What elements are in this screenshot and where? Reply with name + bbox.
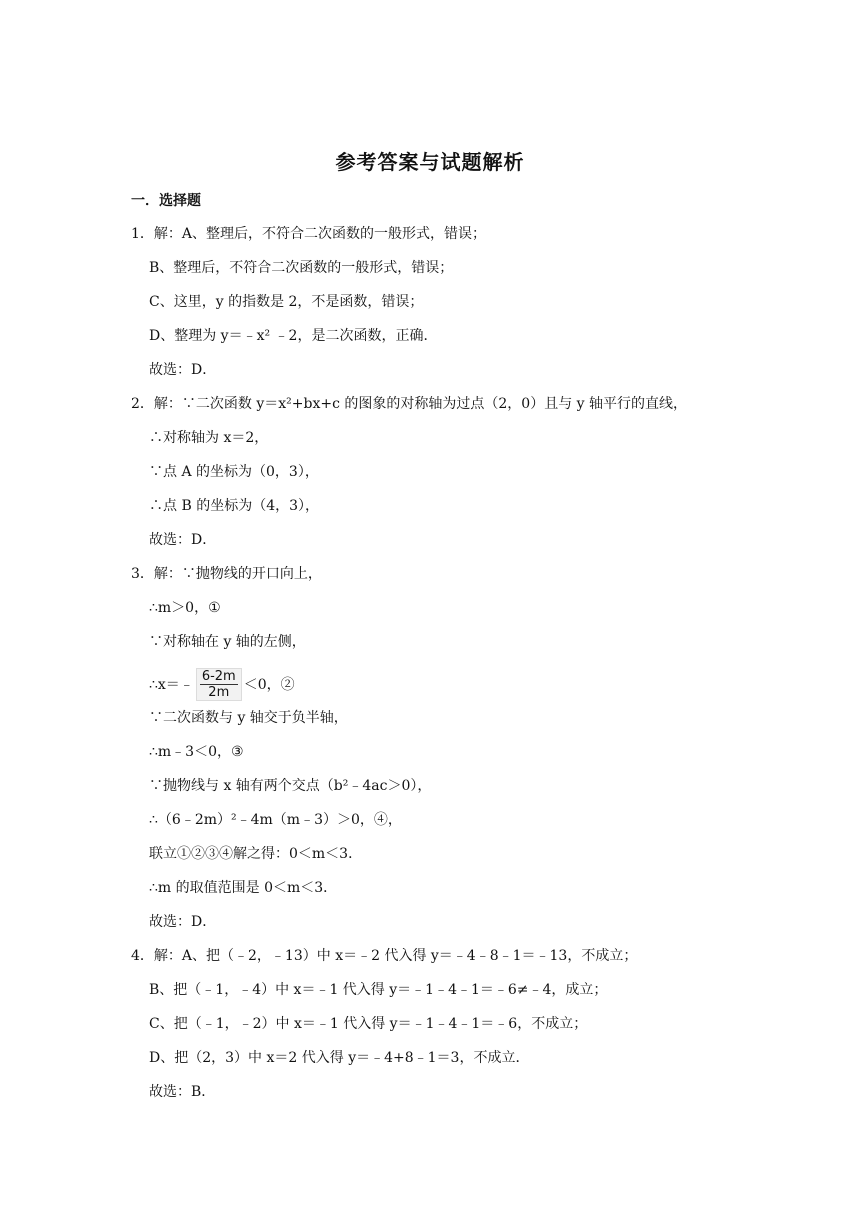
answer-1-line-3: C、这里，y 的指数是 2，不是函数，错误； (149, 294, 424, 310)
fraction-denominator: 2m (208, 685, 230, 700)
answer-3-line-2: ∴m＞0，① (149, 600, 221, 616)
answer-4-line-4: D、把（2，3）中 x＝2 代入得 y＝﹣4+8﹣1＝3，不成立． (149, 1050, 530, 1066)
answer-2-choice: 故选：D． (149, 532, 217, 548)
answer-2-line-2: ∴对称轴为 x＝2， (149, 430, 269, 446)
answer-3-line-10: ∴m 的取值范围是 0＜m＜3． (149, 880, 338, 896)
answer-2-line-1: 2．解：∵二次函数 y＝x²+bx+c 的图象的对称轴为过点（2，0）且与 y 轴平行的直线， (131, 396, 688, 412)
answer-3-line-1: 3．解：∵抛物线的开口向上， (131, 566, 322, 582)
answer-3-line-9: 联立①②③④解之得：0＜m＜3． (149, 846, 363, 862)
answer-3-choice: 故选：D． (149, 914, 217, 930)
answer-1-line-1: 1．解：A、整理后，不符合二次函数的一般形式，错误； (131, 226, 487, 242)
answer-4-line-3: C、把（﹣1，﹣2）中 x＝﹣1 代入得 y＝﹣1﹣4﹣1＝﹣6，不成立； (149, 1016, 588, 1032)
fraction-numerator: 6-2m (201, 669, 236, 684)
answer-4-choice: 故选：B． (149, 1084, 216, 1100)
answer-1-choice: 故选：D． (149, 362, 217, 378)
answer-2-line-4: ∴点 B 的坐标为（4，3）， (149, 498, 320, 514)
answer-3-line-4 (149, 668, 295, 702)
answer-3-line-6: ∴m﹣3＜0，③ (149, 744, 244, 760)
answer-1-line-4: D、整理为 y＝﹣x² ﹣2，是二次函数，正确． (149, 328, 438, 344)
answer-1-line-2: B、整理后，不符合二次函数的一般形式，错误； (149, 260, 454, 276)
formula-suffix: ＜0，② (243, 677, 295, 693)
page-title: 参考答案与试题解析 (335, 150, 525, 174)
answer-4-line-1: 4．解：A、把（﹣2，﹣13）中 x＝﹣2 代入得 y＝﹣4﹣8﹣1＝﹣13，不成立； (131, 948, 638, 964)
answer-3-line-3: ∵对称轴在 y 轴的左侧， (149, 634, 306, 650)
answer-4-line-2: B、把（﹣1，﹣4）中 x＝﹣1 代入得 y＝﹣1﹣4﹣1＝﹣6≠﹣4，成立； (149, 982, 608, 998)
formula-prefix: ∴x＝﹣ (149, 677, 194, 693)
answer-3-line-7: ∵抛物线与 x 轴有两个交点（b²﹣4ac＞0）， (149, 778, 432, 794)
answer-2-line-3: ∵点 A 的坐标为（0，3）， (149, 464, 319, 480)
answer-3-line-5: ∵二次函数与 y 轴交于负半轴， (149, 710, 348, 726)
section-heading: 一．选择题 (131, 193, 201, 209)
answer-3-line-8: ∴（6﹣2m）²﹣4m（m﹣3）＞0，④， (149, 812, 402, 828)
fraction-image (196, 668, 242, 702)
